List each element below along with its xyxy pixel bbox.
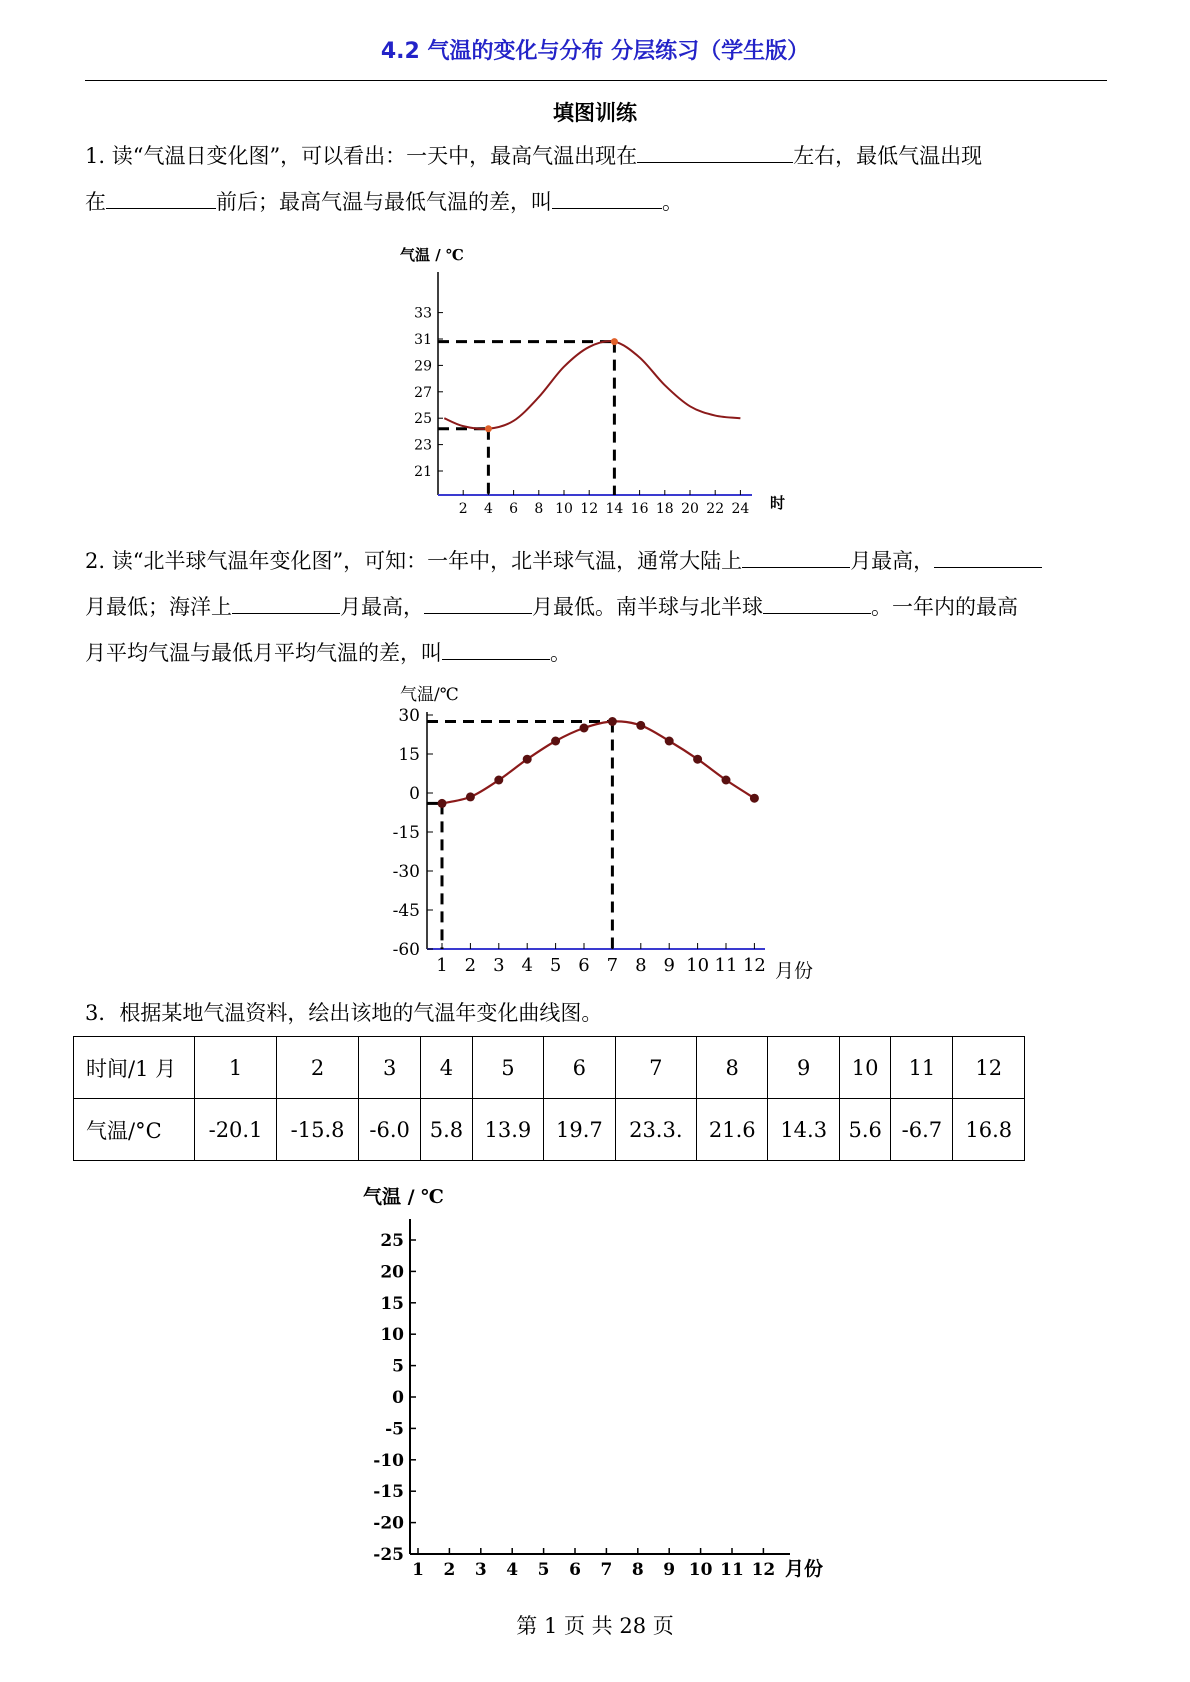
chart3-xtick-label: 2: [443, 1560, 456, 1580]
q2-blank-3[interactable]: [232, 589, 340, 614]
chart2-ylabel: 气温/℃: [400, 685, 459, 705]
table-cell: 2: [277, 1037, 359, 1099]
chart2-point: [580, 724, 589, 733]
chart2-ytick-label: 0: [409, 784, 420, 804]
table-cell: 9: [768, 1037, 839, 1099]
chart2-xtick-label: 9: [663, 955, 675, 976]
chart2-ytick-label: -30: [392, 862, 420, 882]
chart2-xtick-label: 5: [549, 955, 562, 976]
q1-text-3: 在: [85, 190, 106, 214]
chart2-ytick-label: 15: [398, 745, 420, 765]
chart3-xtick-label: 1: [412, 1560, 424, 1580]
chart2-point: [722, 776, 731, 785]
question-2: [85, 538, 1107, 676]
question-1: [85, 133, 1107, 225]
table-cell: 19.7: [544, 1099, 615, 1161]
chart1-ylabel: 气温 / ℃: [400, 246, 464, 264]
chart1-xtick-label: 8: [534, 501, 544, 517]
q2-text-6: 。一年内的最高: [871, 595, 1018, 619]
chart2-ytick-label: -60: [392, 940, 420, 960]
chart1-xtick-label: 4: [483, 501, 493, 517]
chart2-point: [494, 776, 503, 785]
q2-blank-4[interactable]: [424, 589, 532, 614]
table-cell: -15.8: [277, 1099, 359, 1161]
table-cell: 5.8: [421, 1099, 472, 1161]
chart2-ytick-label: -45: [392, 901, 420, 921]
q1-blank-3[interactable]: [552, 184, 662, 209]
q2-text-8: 。: [550, 641, 571, 665]
q2-text-5: 月最低。南半球与北半球: [532, 595, 763, 619]
q2-text-3: 月最低；海洋上: [85, 595, 232, 619]
chart2-xtick-label: 7: [606, 955, 619, 976]
chart3-xtick-label: 8: [631, 1560, 644, 1580]
q1-text-5: 。: [662, 190, 683, 214]
table-cell: 8: [697, 1037, 768, 1099]
chart3-xtick-label: 4: [506, 1560, 519, 1580]
q2-text-1: 2. 读“北半球气温年变化图”，可知：一年中，北半球气温，通常大陆上: [85, 549, 743, 573]
chart3-ytick-label: 20: [380, 1262, 404, 1283]
chart3-ytick-label: 0: [392, 1388, 404, 1408]
chart2-xtick-label: 1: [436, 955, 448, 976]
page-title: 4.2 气温的变化与分布 分层练习（学生版）: [380, 39, 810, 64]
table-cell: 4: [421, 1037, 472, 1099]
chart3-xtick-label: 3: [474, 1560, 487, 1580]
chart2-point: [608, 717, 617, 726]
chart1-xtick-label: 24: [731, 501, 750, 517]
q2-text-4: 月最高，: [340, 595, 424, 619]
chart1-ytick-label: 23: [414, 437, 432, 454]
chart1-xtick-label: 14: [605, 501, 624, 517]
chart2-xlabel: 月份: [775, 960, 814, 982]
chart3-ytick-label: -5: [385, 1419, 404, 1440]
chart2-xtick-label: 8: [635, 955, 647, 976]
chart1-max-marker: [611, 338, 618, 345]
table-cell: 23.3.: [615, 1099, 696, 1161]
table-cell: 5.6: [839, 1099, 890, 1161]
chart2-xtick-label: 12: [742, 955, 766, 976]
chart1-xtick-label: 22: [706, 501, 725, 517]
section-heading: 填图训练: [553, 101, 637, 125]
chart1-xtick-label: 2: [458, 501, 468, 517]
chart2-point: [693, 755, 702, 764]
chart1-ytick-label: 27: [414, 384, 432, 401]
chart3-ytick-label: 10: [380, 1325, 404, 1346]
q1-text-4: 前后；最高气温与最低气温的差，叫: [216, 190, 552, 214]
chart1-ytick-label: 21: [414, 464, 432, 480]
q1-text-1: 1. 读“气温日变化图”，可以看出：一天中，最高气温出现在: [85, 144, 638, 168]
table-cell: 16.8: [953, 1099, 1025, 1161]
chart3-ytick-label: -25: [373, 1545, 404, 1565]
chart1-xtick-label: 10: [555, 501, 573, 517]
chart1-xlabel: 时: [770, 494, 786, 512]
table-header-time: 时间/1 月: [74, 1037, 195, 1099]
table-cell: 7: [615, 1037, 696, 1099]
temperature-table: [73, 1036, 1025, 1161]
table-cell: 12: [953, 1037, 1025, 1099]
chart2-point: [466, 792, 475, 801]
header-divider: [85, 80, 1107, 81]
blank-temperature-chart[interactable]: [350, 1175, 850, 1585]
table-cell: 6: [544, 1037, 615, 1099]
annual-temperature-chart: [380, 680, 820, 990]
chart1-ytick-label: 25: [414, 411, 432, 428]
chart2-point: [665, 737, 674, 746]
chart3-xtick-label: 7: [600, 1560, 613, 1580]
chart1-min-marker: [485, 425, 492, 432]
q1-text-2: 左右，最低气温出现: [793, 144, 983, 168]
q2-blank-5[interactable]: [763, 589, 871, 614]
chart3-ytick-label: 25: [380, 1231, 404, 1251]
chart3-ytick-label: 5: [392, 1356, 404, 1377]
chart2-xtick-label: 4: [521, 955, 533, 976]
chart3-xlabel: 月份: [785, 1558, 824, 1580]
table-cell: 1: [195, 1037, 277, 1099]
q2-text-7: 月平均气温与最低月平均气温的差，叫: [85, 641, 442, 665]
chart1-curve: [444, 341, 740, 429]
chart1-xtick-label: 20: [681, 501, 699, 517]
chart1-ytick-label: 31: [414, 332, 432, 348]
table-cell: 13.9: [472, 1099, 543, 1161]
question-3-text: 3．根据某地气温资料，绘出该地的气温年变化曲线图。: [85, 1001, 603, 1025]
chart2-point: [636, 721, 645, 730]
table-row-months: [74, 1037, 1025, 1099]
chart2-point: [750, 794, 759, 803]
q2-blank-1[interactable]: [742, 543, 850, 568]
chart3-ylabel: 气温 / ℃: [363, 1186, 444, 1208]
chart2-curve: [442, 721, 754, 803]
table-cell: 10: [839, 1037, 890, 1099]
chart1-ytick-label: 29: [414, 358, 432, 375]
page-footer: 第 1 页 共 28 页: [516, 1614, 674, 1638]
chart2-point: [523, 755, 532, 764]
table-row-temps: [74, 1099, 1025, 1161]
chart1-xtick-label: 6: [509, 501, 519, 517]
chart2-xtick-label: 11: [714, 955, 738, 976]
chart3-xtick-label: 5: [537, 1560, 550, 1580]
chart3-ytick-label: -20: [373, 1513, 404, 1534]
chart2-point: [551, 737, 560, 746]
daily-temperature-chart: [380, 240, 800, 520]
table-cell: -6.7: [891, 1099, 953, 1161]
q2-blank-2[interactable]: [934, 543, 1042, 568]
chart3-xtick-label: 11: [720, 1560, 744, 1580]
table-cell: 3: [359, 1037, 421, 1099]
chart3-xtick-label: 6: [569, 1560, 581, 1580]
table-cell: -6.0: [359, 1099, 421, 1161]
chart1-ytick-label: 33: [414, 305, 432, 322]
chart3-ytick-label: 15: [380, 1293, 404, 1314]
chart2-ytick-label: 30: [398, 706, 420, 726]
q1-blank-2[interactable]: [106, 184, 216, 209]
chart2-point: [438, 799, 447, 808]
q1-blank-1[interactable]: [637, 138, 793, 163]
chart2-xtick-label: 2: [464, 955, 477, 976]
chart1-xtick-label: 12: [580, 501, 599, 517]
chart2-ytick-label: -15: [392, 823, 420, 843]
chart3-xtick-label: 9: [663, 1560, 676, 1580]
q2-text-2: 月最高，: [850, 549, 935, 573]
table-cell: 5: [472, 1037, 543, 1099]
table-cell: -20.1: [195, 1099, 277, 1161]
chart1-xtick-label: 18: [655, 501, 674, 517]
chart1-xtick-label: 16: [630, 501, 649, 517]
chart3-ytick-label: -10: [373, 1450, 404, 1471]
chart2-xtick-label: 3: [493, 955, 505, 976]
table-cell: 11: [891, 1037, 953, 1099]
table-header-temp: 气温/°C: [74, 1099, 195, 1161]
chart3-xtick-label: 12: [751, 1560, 776, 1580]
chart3-ytick-label: -15: [373, 1482, 404, 1503]
chart3-xtick-label: 10: [688, 1560, 713, 1580]
chart2-xtick-label: 6: [578, 955, 590, 976]
q2-blank-6[interactable]: [442, 635, 550, 660]
chart2-xtick-label: 10: [686, 955, 710, 976]
table-cell: 21.6: [697, 1099, 768, 1161]
table-cell: 14.3: [768, 1099, 839, 1161]
